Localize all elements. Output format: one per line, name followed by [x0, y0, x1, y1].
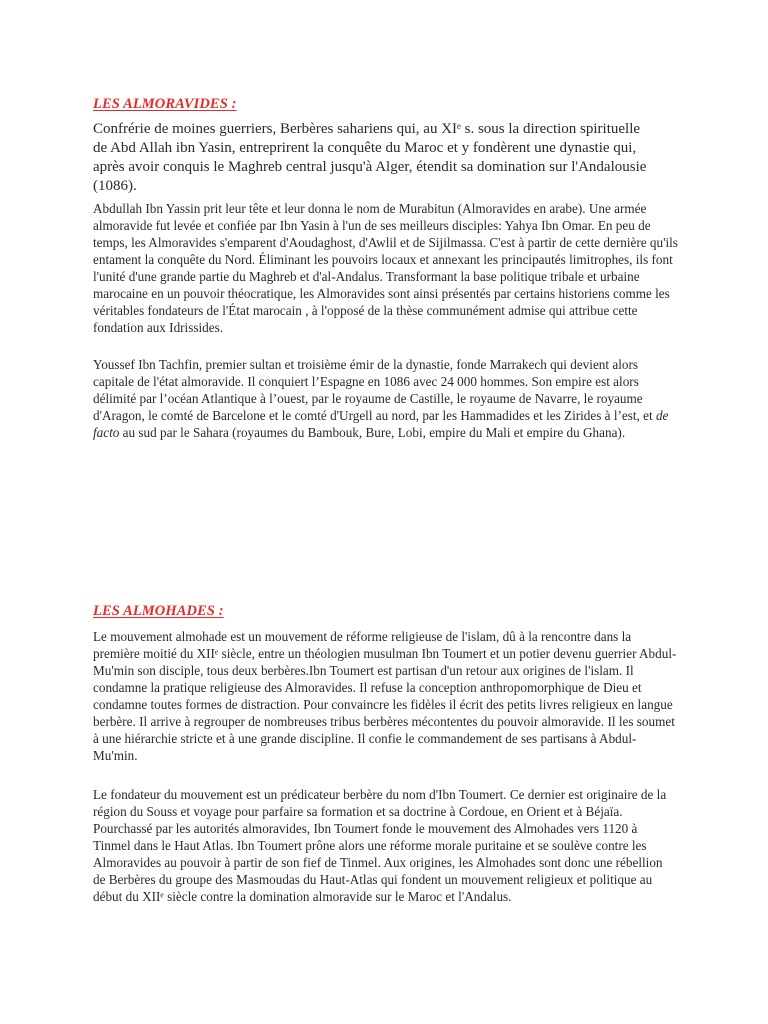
- paragraph-almoravides-empire: [93, 356, 678, 441]
- paragraph-text: Youssef Ibn Tachfin, premier sultan et troisième émir de la dynastie, fonde Marrakech qui devient alors capitale de l'état almoravide. Il conquiert l’Espagne en 1086 avec 24 000 hommes. Son empire est alors délimité par l’océan Atlantique à l’ouest, par le royaume de Castille, le royaume de Navarre, le royaume d'Aragon, le comté de Barcelone et le comté d'Urgell au nord, par les Hammadides et les Zirides à l’est, et: [93, 357, 656, 423]
- heading-almoravides: LES ALMORAVIDES :: [93, 96, 237, 112]
- paragraph-text: au sud par le Sahara (royaumes du Bambouk, Bure, Lobi, empire du Mali et empire du Ghana).: [119, 425, 626, 440]
- heading-almohades: LES ALMOHADES :: [93, 603, 224, 619]
- italic-term: de facto: [93, 408, 669, 440]
- paragraph-almoravides-history: Abdullah Ibn Yassin prit leur tête et leur donna le nom de Murabitun (Almoravides en arabe). Une armée almoravide fut levée et confiée par Ibn Yasin à l'un de ses meilleurs disciples: Yahya Ibn Omar. En peu de temps, les Almoravides s'emparent d'Aoudaghost, d'Awlil et de Sijilmassa. C'est à partir de cette dernière qu'ils entament la conquête du Nord. Éliminant les pouvoirs locaux et annexant les principautés limitrophes, ils font l'unité d'une grande partie du Maghreb et d'al-Andalus. Transformant la base politique tribale et urbaine marocaine en un pouvoir théocratique, les Almoravides sont ainsi présentés par certains historiens comme les véritables fondateurs de l'État marocain , à l'opposé de la thèse communément admise qui attribue cette fondation aux Idrissides.: [93, 201, 678, 335]
- paragraph-almohades-movement: Le mouvement almohade est un mouvement de réforme religieuse de l'islam, dû à la rencontre dans la première moitié du XIIᵉ siècle, entre un théologien musulman Ibn Toumert et un potier devenu guerrier Abdul-Mu'min son disciple, tous deux berbères.Ibn Toumert est partisan d'un retour aux origines de l'islam. Il condamne la pratique religieuse des Almoravides. Il refuse la conception anthropomorphique de Dieu et condamne toutes formes de distraction. Pour convaincre les fidèles il écrit des petits livres religieux en langue berbère. Il arrive à regrouper de nombreuses tribus berbères mécontentes du pouvoir almoravide. Il les soumet à une hiérarchie stricte et à une grande discipline. Il confie le commandement de ses partisans à Abdul-Mu'min.: [93, 629, 677, 763]
- paragraph-almoravides-intro: Confrérie de moines guerriers, Berbères sahariens qui, au XIᵉ s. sous la direction spirituelle de Abd Allah ibn Yasin, entreprirent la conquête du Maroc et y fondèrent une dynastie qui, après avoir conquis le Maghreb central jusqu'à Alger, étendit sa domination sur l'Andalousie (1086).: [93, 121, 647, 194]
- paragraph-almohades-founder: Le fondateur du mouvement est un prédicateur berbère du nom d'Ibn Toumert. Ce dernier est originaire de la région du Souss et voyage pour parfaire sa formation et sa doctrine à Cordoue, en Orient et à Béjaïa. Pourchassé par les autorités almoravides, Ibn Toumert fonde le mouvement des Almohades vers 1120 à Tinmel dans le Haut Atlas. Ibn Toumert prône alors une réforme morale puritaine et se soulève contre les Almoravides au pouvoir à partir de son fief de Tinmel. Aux origines, les Almohades sont donc une rébellion de Berbères du groupe des Masmoudas du Haut-Atlas qui fondent un mouvement religieux et politique au début du XIIᵉ siècle contre la domination almoravide sur le Maroc et l'Andalus.: [93, 787, 667, 904]
